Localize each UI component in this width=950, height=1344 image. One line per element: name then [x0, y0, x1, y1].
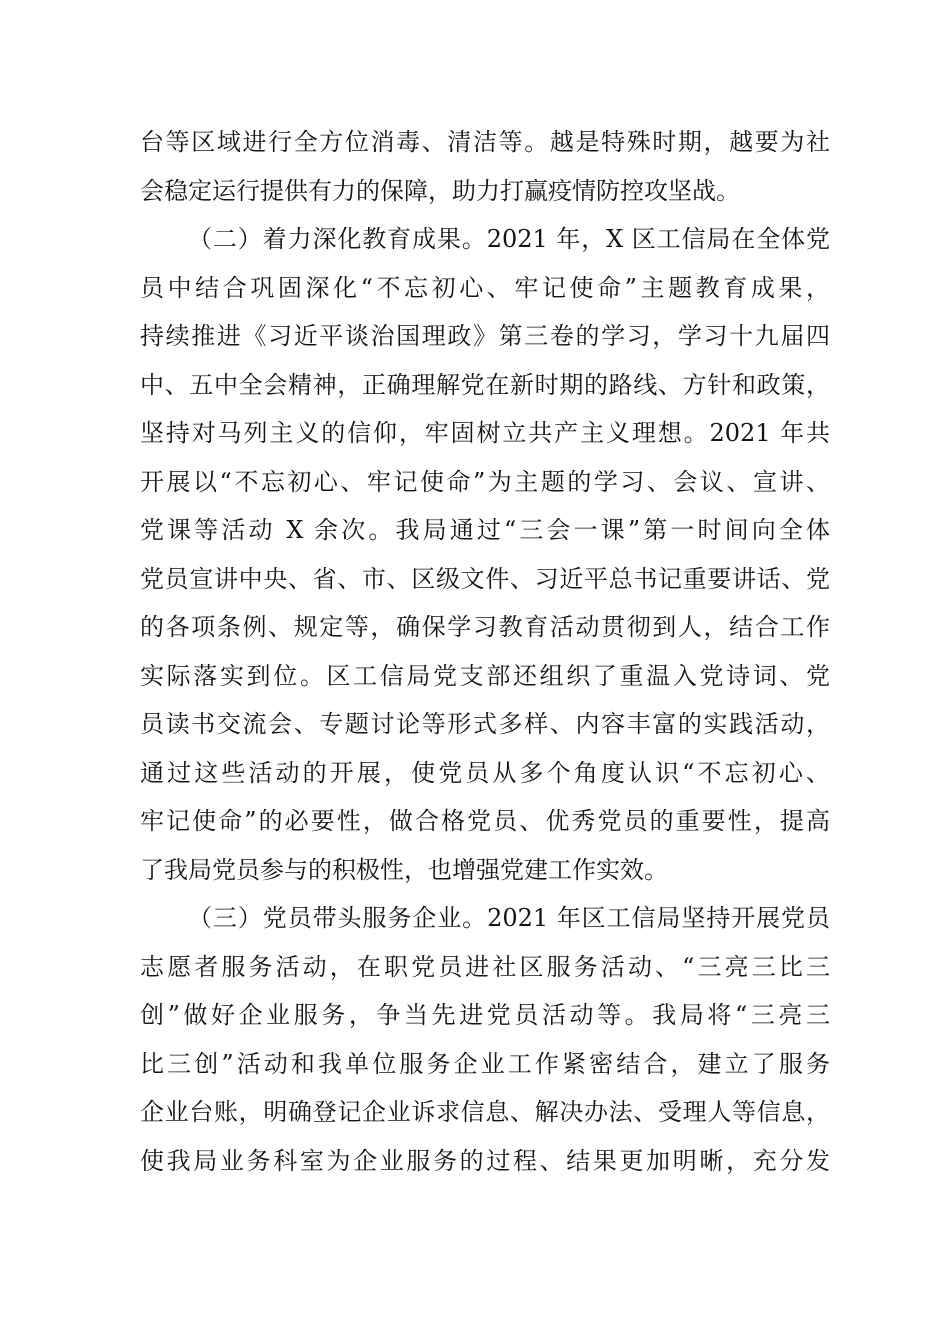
text-line: 通过这些活动的开展，使党员从多个角度认识“不忘初心、 — [140, 758, 830, 787]
text-line: 创”做好企业服务，争当先进党员活动等。我局将“三亮三 — [140, 1001, 830, 1029]
text-line: 员中结合巩固深化“不忘初心、牢记使命”主题教育成果， — [140, 273, 830, 302]
text-line: 实际落实到位。区工信局党支部还组织了重温入党诗词、党 — [140, 661, 830, 690]
text-line: 使我局业务科室为企业服务的过程、结果更加明晰，充分发 — [140, 1146, 830, 1175]
text-line: 党课等活动 X 余次。我局通过“三会一课”第一时间向全体 — [140, 516, 830, 544]
text-line: （二）着力深化教育成果。2021 年，X 区工信局在全体党 — [188, 225, 830, 253]
paragraph-1 — [140, 118, 830, 215]
text-line: 持续推进《习近平谈治国理政》第三卷的学习，学习十九届四 — [140, 322, 830, 350]
paragraph-2 — [140, 215, 830, 894]
text-line: 开展以“不忘初心、牢记使命”为主题的学习、会议、宣讲、 — [140, 467, 830, 496]
text-line: 员读书交流会、专题讨论等形式多样、内容丰富的实践活动， — [140, 710, 830, 738]
text-line: 企业台账，明确登记企业诉求信息、解决办法、受理人等信息， — [140, 1098, 830, 1126]
document-body — [140, 118, 830, 1185]
text-line: 中、五中全会精神，正确理解党在新时期的路线、方针和政策， — [140, 370, 830, 399]
text-line: 坚持对马列主义的信仰，牢固树立共产主义理想。2021 年共 — [140, 419, 830, 447]
text-line: 志愿者服务活动，在职党员进社区服务活动、“三亮三比三 — [140, 952, 830, 981]
text-line: 会稳定运行提供有力的保障，助力打赢疫情防控攻坚战。 — [140, 176, 740, 205]
text-line: （三）党员带头服务企业。2021 年区工信局坚持开展党员 — [188, 904, 830, 932]
paragraph-3 — [140, 894, 830, 1185]
text-line: 比三创”活动和我单位服务企业工作紧密结合，建立了服务 — [140, 1049, 830, 1078]
text-line: 了我局党员参与的积极性，也增强党建工作实效。 — [140, 855, 668, 884]
text-line: 牢记使命”的必要性，做合格党员、优秀党员的重要性，提高 — [140, 807, 830, 835]
text-line: 党员宣讲中央、省、市、区级文件、习近平总书记重要讲话、党 — [140, 564, 830, 593]
text-line: 的各项条例、规定等，确保学习教育活动贯彻到人，结合工作 — [140, 613, 830, 641]
text-line: 台等区域进行全方位消毒、清洁等。越是特殊时期，越要为社 — [140, 128, 830, 156]
